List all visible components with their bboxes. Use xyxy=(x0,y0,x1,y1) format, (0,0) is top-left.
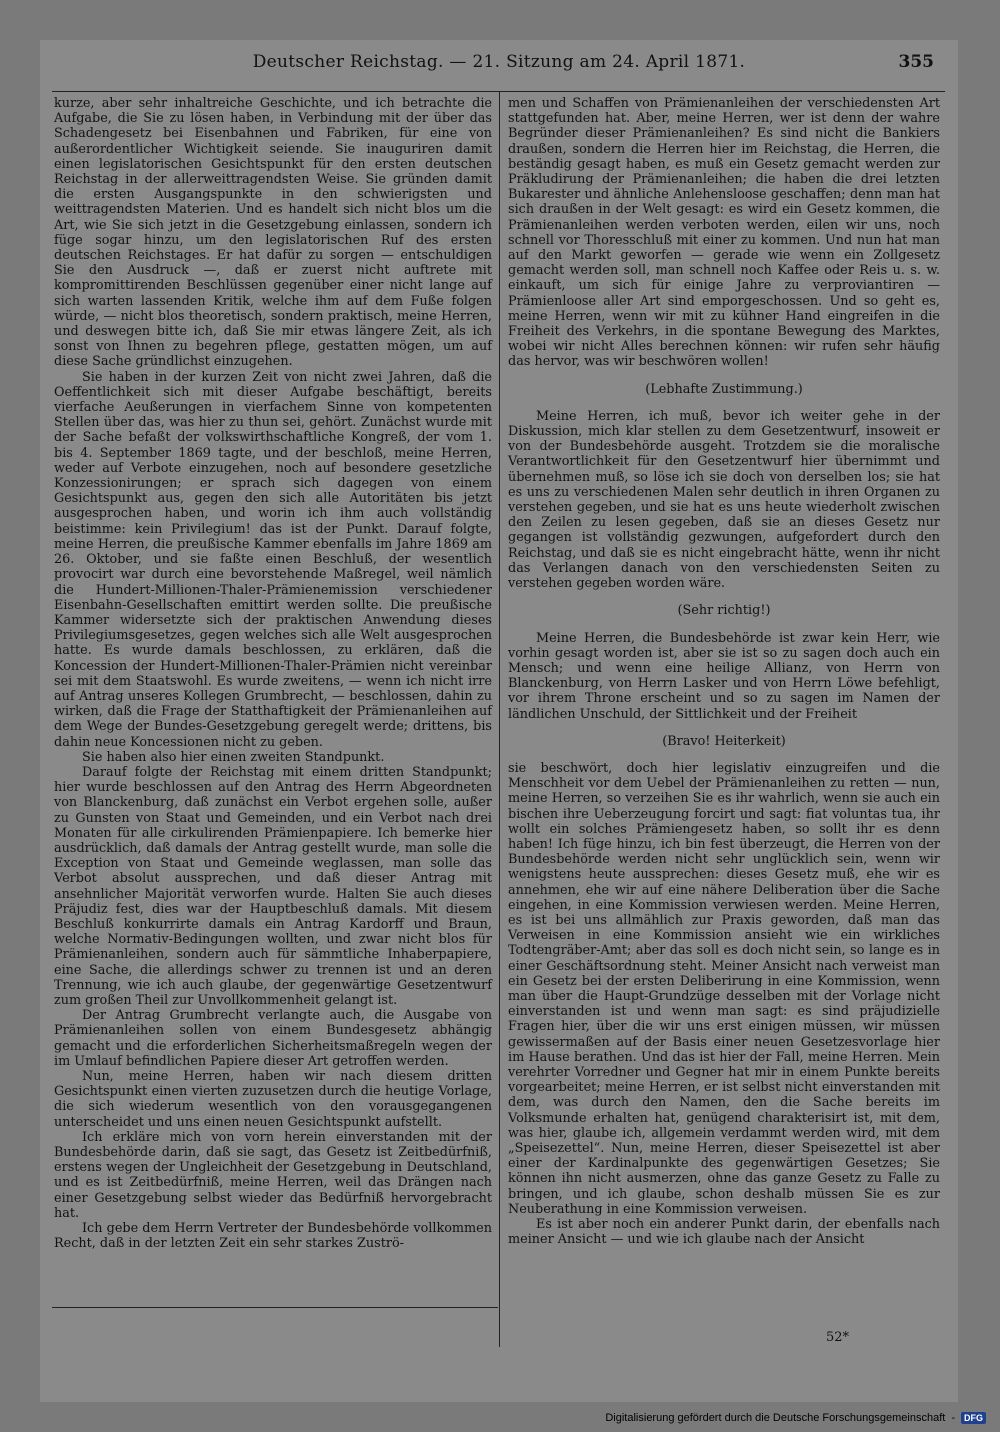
interjection: (Bravo! Heiterkeit) xyxy=(662,733,786,749)
footer-text: Digitalisierung gefördert durch die Deutsche Forschungsgemeinschaft xyxy=(605,1412,946,1424)
paragraph: Es ist aber noch ein anderer Punkt darin, der ebenfalls nach meiner Ansicht — und wie ich glaube nach der Ansicht xyxy=(508,1217,940,1248)
footer-separator: - xyxy=(951,1412,955,1424)
paragraph: kurze, aber sehr inhaltreiche Geschichte, und ich betrachte die Aufgabe, die Sie zu lösen haben, in Verbindung mit der über das Schadengesetz bei Eisenbahnen und Fabriken, für eine von außerordentlicher Wichtigkeit seiende. Sie inauguriren damit einen legislatorischen Gesichtspunkt für den ersten deutschen Reichstag in der allerweittragendsten Weise. Sie gründen damit die ersten Ausgangspunkte in den schwierigsten und weittragendsten Materien. Und es handelt sich nicht blos um die Art, wie Sie sich jetzt in die Gesetzgebung einlassen, sondern ich füge sogar hinzu, um den legislatorischen Ruf des ersten deutschen Reichstages. Er hat dafür zu sorgen — entschuldigen Sie den Ausdruck —, daß er zuerst nicht auftrete mit kompromittirenden Beschlüssen gegenüber einer nicht lange auf sich warten lassenden Kritik, welche ihm auf dem Fuße folgen würde, — nicht blos theoretisch, sondern praktisch, meine Herren, und deswegen bitte ich, daß Sie mir etwas längere Zeit, als ich sonst von Ihnen zu begehren pflege, gestatten mögen, um auf diese Sache gründlichst einzugehen. xyxy=(54,96,492,370)
paragraph: Meine Herren, ich muß, bevor ich weiter gehe in der Diskussion, mich klar stellen zu dem Gesetzentwurf, insoweit er von der Bundesbehörde ausgeht. Trotzdem sie die moralische Verantwortlichkeit für den Gesetzentwurf hier übernimmt und übernehmen muß, so löse ich sie doch von derselben los; sie hat es uns zu verschiedenen Malen sehr deutlich in ihren Organen zu verstehen gegeben, und sie hat es uns heute wiederholt zwischen den Zeilen zu lesen gegeben, daß sie an dieses Gesetz nur gegangen ist vollständig gezwungen, aufgefordert durch den Reichstag, und daß sie es nicht eingebracht hätte, wenn ihr nicht das Verlangen danach von den verschiedensten Seiten zu verstehen gegeben worden wäre. xyxy=(508,408,940,592)
paragraph: Meine Herren, die Bundesbehörde ist zwar kein Herr, wie vorhin gesagt worden ist, aber sie ist so zu sagen doch auch ein Mensch; und wenn eine heilige Allianz, von Herrn von Blanckenburg, von Herrn Lasker und von Herrn Löwe befehligt, vor ihrem Throne erscheint und so zu sagen im Namen der ländlichen Unschuld, der Sittlichkeit und der Freiheit xyxy=(508,630,940,722)
paragraph: Ich gebe dem Herrn Vertreter der Bundesbehörde vollkommen Recht, daß in der letzten Zeit ein sehr starkes Zuströ- xyxy=(54,1221,492,1252)
paragraph: Der Antrag Grumbrecht verlangte auch, die Ausgabe von Prämienanleihen sollen von einem Bundesgesetz abhängig gemacht und die erforderlichen Sicherheitsmaßregeln wegen der im Umlauf befindlichen Papiere dieser Art getroffen werden. xyxy=(54,1008,492,1069)
right-column xyxy=(508,96,940,1247)
interjection: (Lebhafte Zustimmung.) xyxy=(645,381,803,397)
paragraph: Nun, meine Herren, haben wir nach diesem dritten Gesichtspunkt einen vierten zuzusetzen durch die heutige Vorlage, die sich wiederum wesentlich von den vorausgegangenen unterscheidet und uns einen neuen Gesichtspunkt aufstellt. xyxy=(54,1069,492,1130)
paragraph: sie beschwört, doch hier legislativ einzugreifen und die Menschheit vor dem Uebel der Prämienanleihen zu retten — nun, meine Herren, so verzeihen Sie es ihr wahrlich, wenn sie auch ein bischen ihre Ueberzeugung forcirt und sagt: fiat voluntas tua, ihr wollt ein solches Prämiengesetz haben, so sollt ihr es denn haben! Ich füge hinzu, ich bin fest überzeugt, die Herren von der Bundesbehörde werden nicht sehr unglücklich sein, wenn wir wenigstens heute aussprechen: dieses Gesetz muß, ehe wir es annehmen, ehe wir auf eine nähere Deliberation über die Sache eingehen, in eine Kommission verwiesen werden. Meine Herren, es ist bei uns allmählich zur Praxis geworden, daß man das Verweisen in eine Kommission ansieht wie ein wirkliches Todtengräber-Amt; aber das soll es doch nicht sein, so lange es in einer Geschäftsordnung steht. Meiner Ansicht nach verweist man ein Gesetz bei der ersten Deliberirung in eine Kommission, wenn man über die Haupt-Grundzüge desselben mit der Vorlage nicht einverstanden ist und wenn man sagt: es sind präjudizielle Fragen hier, über die wir uns erst einigen müssen, wir müssen gewissermaßen auf der Basis einer neuen Gesetzesvorlage hier im Hause berathen. Und das ist hier der Fall, meine Herren. Mein verehrter Vorredner und Gegner hat mir in einem Punkte bereits vorgearbeitet; meine Herren, er ist selbst nicht einverstanden mit dem, was durch den Namen, den die Sache bereits im Volksmunde erhalten hat, genügend charakterisirt ist, mit dem, was hier, glaube ich, allgemein verdammt werden wird, mit dem „Speisezettel“. Nun, meine Herren, dieser Speisezettel ist aber einer der Kardinalpunkte des gegenwärtigen Gesetzes; Sie können ihn nicht ausmerzen, ohne das ganze Gesetz zu Falle zu bringen, und ich glaube, schon deshalb müssen Sie es zur Neuberathung in eine Kommission verweisen. xyxy=(508,760,940,1217)
paragraph: Ich erkläre mich von vorn herein einverstanden mit der Bundesbehörde darin, daß sie sagt, das Gesetz ist Zeitbedürfniß, erstens wegen der Ungleichheit der Gesetzgebung in Deutschland, und es ist Zeitbedürfniß, meine Herren, weil das Drängen nach einer Gesetzgebung selbst wieder das Bedürfniß hervorgebracht hat. xyxy=(54,1129,492,1221)
document-page xyxy=(40,40,958,1402)
paragraph: Darauf folgte der Reichstag mit einem dritten Standpunkt; hier wurde beschlossen auf den Antrag des Herrn Abgeordneten von Blanckenburg, daß zunächst ein Verbot ergehen solle, außer zu Gunsten von Staat und Gemeinden, und ein Verbot nach drei Monaten für alle cirkulirenden Prämienpapiere. Ich bemerke hier ausdrücklich, daß damals der Antrag gestellt wurde, man solle die Exception von Staat und Gemeinde weglassen, man solle das Verbot absolut aussprechen, und daß dieser Antrag mit ansehnlicher Majorität verworfen wurde. Halten Sie auch dieses Präjudiz fest, dies war der Hauptbeschluß damals. Mit diesem Beschluß konkurrirte damals ein Antrag Kardorff und Braun, welche Normativ-Bedingungen wollten, und zwar nicht blos für Prämienanleihen, sondern auch für sämmtliche Inhaberpapiere, eine Sache, die allerdings schwer zu trennen ist und an deren Trennung, wie ich auch glaube, der gegenwärtige Gesetzentwurf zum großen Theil zur Unvollkommenheit gelangt ist. xyxy=(54,764,492,1008)
interjection: (Sehr richtig!) xyxy=(677,603,771,619)
digitization-footer xyxy=(605,1412,986,1424)
page-number: 355 xyxy=(898,52,934,72)
left-column xyxy=(54,96,492,1251)
sheet-signature: 52* xyxy=(826,1330,850,1345)
page-header xyxy=(40,52,958,76)
paragraph: Sie haben also hier einen zweiten Standpunkt. xyxy=(82,749,385,765)
running-title: Deutscher Reichstag. — 21. Sitzung am 24. April 1871. xyxy=(252,52,746,72)
paragraph: Sie haben in der kurzen Zeit von nicht zwei Jahren, daß die Oeffentlichkeit sich mit dieser Aufgabe beschäftigt, bereits vierfache Aeußerungen in vierfachem Sinne von kompetenten Stellen über das, was hier zu thun sei, gehört. Zunächst wurde mit der Sache befaßt der volkswirthschaftliche Kongreß, der vom 1. bis 4. September 1869 tagte, und der beschloß, meine Herren, weder auf Verbote einzugehen, noch auf besondere gesetzliche Konzessionirungen; er sprach sich dagegen von einem Gesichtspunkt aus, gegen den sich alle Autoritäten bis jetzt ausgesprochen haben, und worin ich ihm auch vollständig beistimme: kein Privilegium! das ist der Punkt. Darauf folgte, meine Herren, die preußische Kammer ebenfalls im Jahre 1869 am 26. Oktober, und sie faßte einen Beschluß, der wesentlich provocirt war durch eine bevorstehende Maßregel, weil nämlich die Hundert-Millionen-Thaler-Prämienemission verschiedener Eisenbahn-Gesellschaften emittirt werden sollte. Die preußische Kammer widersetzte sich der praktischen Anwendung dieses Privilegiumsgesetzes, gegen welches sich alle Welt ausgesprochen hatte. Es wurde damals beschlossen, zu erklären, daß die Koncession der Hundert-Millionen-Thaler-Prämien nicht vereinbar sei mit dem Staatswohl. Es wurde zweitens, — wenn ich nicht irre auf Antrag unseres Kollegen Grumbrecht, — beschlossen, dahin zu wirken, daß die Frage der Statthaftigkeit der Prämienanleihen auf dem Wege der Bundes-Gesetzgebung geregelt werde; drittens, bis dahin neue Koncessionen nicht zu geben. xyxy=(54,369,492,750)
footer-rule xyxy=(52,1307,498,1308)
dfg-logo-icon: DFG xyxy=(961,1412,986,1424)
column-divider xyxy=(499,92,500,1347)
paragraph: men und Schaffen von Prämienanleihen der verschiedensten Art stattgefunden hat. Aber, meine Herren, wer ist denn der wahre Begründer dieser Prämienanleihen? Es sind nicht die Bankiers draußen, sondern die Herren hier im Reichstag, die Herren, die beständig gesagt haben, es muß ein Gesetz gemacht werden zur Präkludirung der Prämienanleihen; die haben die drei letzten Bukarester und ähnliche Anlehensloose geschaffen; denn man hat sich draußen in der Welt gesagt: es wird ein Gesetz kommen, die Prämienanleihen werden verboten werden, eilen wir uns, noch schnell vor Thoresschluß mit einer zu kommen. Und nun hat man auf den Markt geworfen — gerade wie wenn ein Zollgesetz gemacht werden soll, man schnell noch Kaffee oder Reis u. s. w. einkauft, um sich für einige Jahre zu verproviantiren — Prämienloose aller Art sind emporgeschossen. Und so geht es, meine Herren, wenn wir mit zu kühner Hand eingreifen in die Freiheit des Verkehrs, in die spontane Bewegung des Marktes, wobei wir nicht Alles berechnen können: wir rufen sehr häufig das hervor, was wir beschwören wollen! xyxy=(508,96,940,370)
